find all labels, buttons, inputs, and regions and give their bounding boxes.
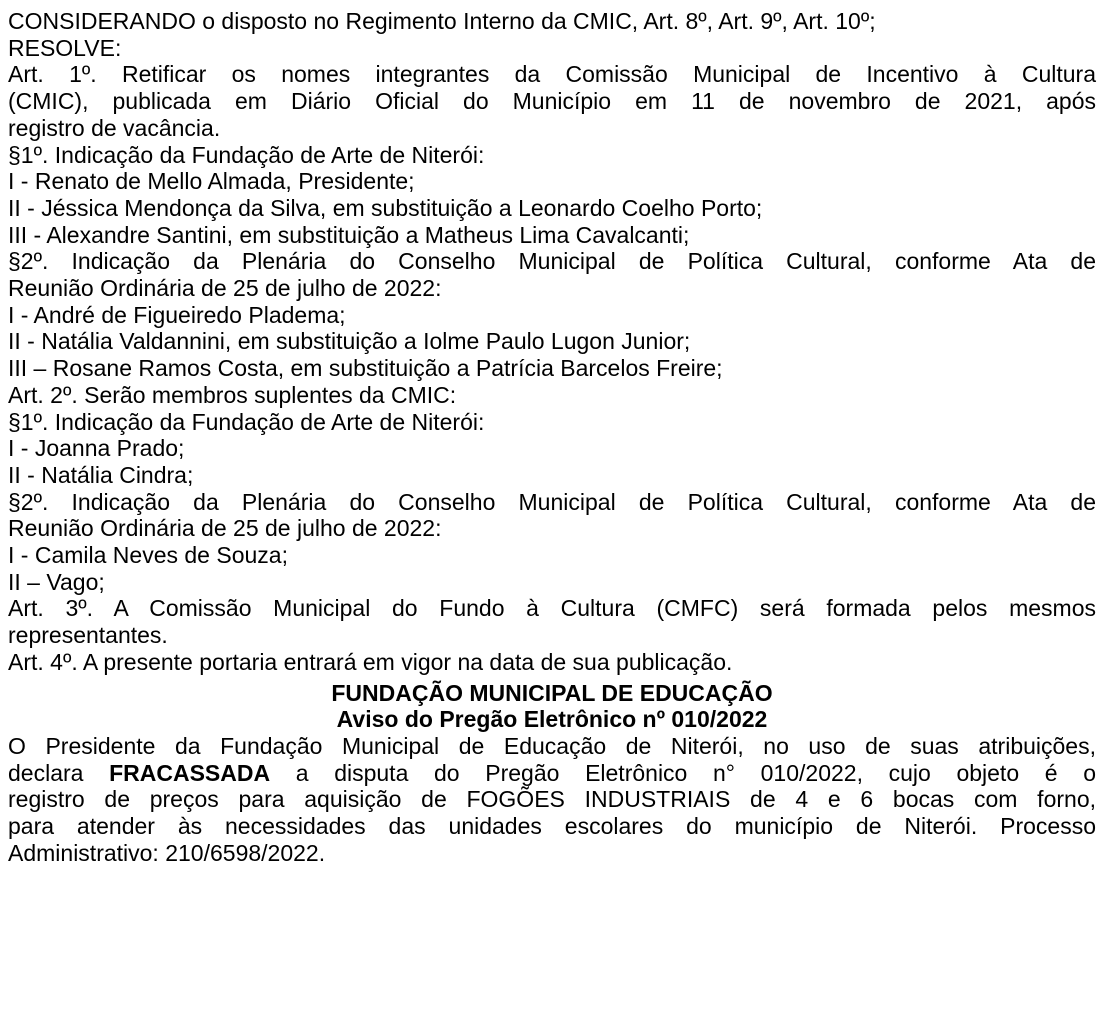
art1-par2-item: II - Natália Valdannini, em substituição a Iolme Paulo Lugon Junior; — [8, 328, 691, 355]
art1-line-3: registro de vacância. — [8, 114, 221, 141]
art2-title: Art. 2º. Serão membros suplentes da CMIC: — [8, 381, 457, 408]
art2-par1-item: I - Joanna Prado; — [8, 435, 185, 462]
aviso-line-3: registro de preços para aquisição de FOGÕES INDUSTRIAIS de 4 e 6 bocas com forno, — [8, 786, 1096, 813]
art1-par2-item: I - André de Figueiredo Pladema; — [8, 301, 346, 328]
art2-par2-title-line-1: §2º. Indicação da Plenária do Conselho Municipal de Política Cultural, conforme Ata de — [8, 488, 1096, 515]
aviso-line-4: para atender às necessidades das unidades escolares do município de Niterói. Processo — [8, 813, 1096, 840]
art3-line-1: Art. 3º. A Comissão Municipal do Fundo à Cultura (CMFC) será formada pelos mesmos — [8, 595, 1096, 622]
art1-par1-item: I - Renato de Mello Almada, Presidente; — [8, 168, 415, 195]
aviso-line-2 — [8, 760, 1096, 787]
aviso-line-2-prefix: declara — [8, 759, 84, 786]
aviso-line-5: Administrativo: 210/6598/2022. — [8, 839, 326, 866]
art2-par2-item: II – Vago; — [8, 568, 105, 595]
art1-line-1: Art. 1º. Retificar os nomes integrantes da Comissão Municipal de Incentivo à Cultura — [8, 61, 1096, 88]
aviso-line-2-suffix: a disputa do Pregão Eletrônico n° 010/2022, cujo objeto é o — [295, 759, 1097, 786]
art3-line-2: representantes. — [8, 622, 168, 649]
aviso-heading — [8, 680, 1096, 733]
art1-par1-item: II - Jéssica Mendonça da Silva, em substituição a Leonardo Coelho Porto; — [8, 194, 763, 221]
art1-par1-item: III - Alexandre Santini, em substituição a Matheus Lima Cavalcanti; — [8, 221, 690, 248]
art1-line-2: (CMIC), publicada em Diário Oficial do Município em 11 de novembro de 2021, após — [8, 88, 1096, 115]
resolve-text: RESOLVE: — [8, 34, 122, 61]
art2-par2-item: I - Camila Neves de Souza; — [8, 542, 288, 569]
aviso-line-1: O Presidente da Fundação Municipal de Educação de Niterói, no uso de suas atribuições, — [8, 732, 1096, 759]
aviso-notice-title: Aviso do Pregão Eletrônico nº 010/2022 — [336, 706, 768, 733]
art1-par2-title-line-1: §2º. Indicação da Plenária do Conselho Municipal de Política Cultural, conforme Ata de — [8, 248, 1096, 275]
art2-par1-item: II - Natália Cindra; — [8, 461, 194, 488]
art4-text: Art. 4º. A presente portaria entrará em vigor na data de sua publicação. — [8, 648, 733, 675]
art1-par2-item: III – Rosane Ramos Costa, em substituição a Patrícia Barcelos Freire; — [8, 355, 723, 382]
art1-par1-title: §1º. Indicação da Fundação de Arte de Niterói: — [8, 141, 485, 168]
aviso-fracassada-emphasis: FRACASSADA — [109, 759, 271, 786]
considerando-text: CONSIDERANDO o disposto no Regimento Interno da CMIC, Art. 8º, Art. 9º, Art. 10º; — [8, 8, 876, 34]
art2-par2-title-line-2: Reunião Ordinária de 25 de julho de 2022: — [8, 515, 442, 542]
art1-par2-title-line-2: Reunião Ordinária de 25 de julho de 2022: — [8, 275, 442, 302]
aviso-org-title: FUNDAÇÃO MUNICIPAL DE EDUCAÇÃO — [331, 679, 773, 706]
art2-par1-title: §1º. Indicação da Fundação de Arte de Niterói: — [8, 408, 485, 435]
